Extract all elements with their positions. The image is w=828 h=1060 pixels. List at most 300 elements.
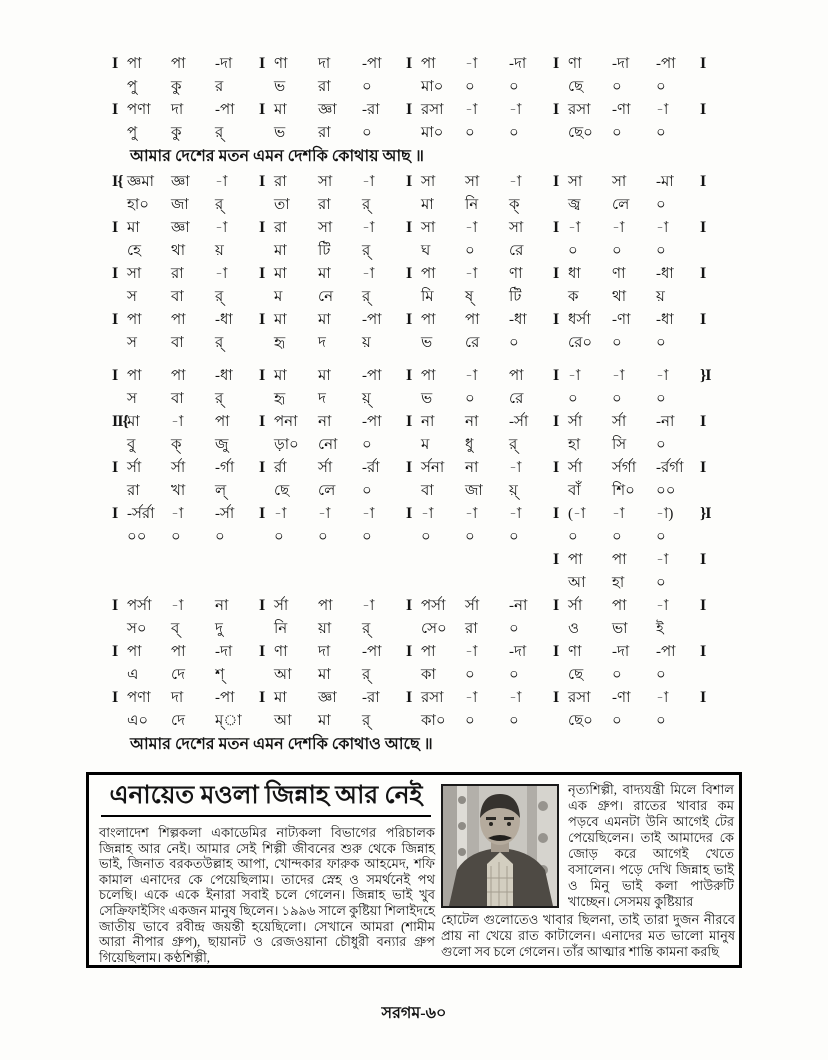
lyric-syllable: জা [465,483,483,499]
bar-line: I [553,413,559,430]
notation-note: পা [127,312,142,328]
notation-note: -া [171,506,184,522]
lyric-syllable: ০ [465,125,475,141]
notation-row [112,100,726,123]
notation-row [112,504,726,527]
bar-line: I [406,265,412,282]
notation-note: না [215,598,229,614]
notation-note: মা [274,368,287,384]
bar-line: I [553,265,559,282]
lyric-syllable: র্ [215,197,224,213]
bar-line: I [553,597,559,614]
notation-note: ধর্সা [568,312,591,328]
notation-note: -া [215,220,228,236]
notation-note: র্সা [127,460,142,476]
lyric-syllable: দ [318,335,326,351]
lyric-syllable: ০ [568,243,578,259]
bar-line: I [259,689,265,706]
lyric-syllable: ০ [656,243,666,259]
lyric-syllable: ০ [656,125,666,141]
notation-note: ণা [509,266,523,282]
bar-line: I [553,367,559,384]
notation-note: -া [171,598,184,614]
lyric-syllable: ০ [509,79,519,95]
bar-line: I [406,643,412,660]
bar-line: I [259,413,265,430]
lyric-row [112,527,726,550]
notation-note: -া [656,220,669,236]
notation-note: -মা [656,174,674,190]
lyric-syllable: র্ [215,335,224,351]
notation-note: -া) [656,506,674,522]
notation-note: -া [656,368,669,384]
bar-line: I [259,643,265,660]
notation-note: -া [465,56,478,72]
notation-note: -া [509,102,522,118]
notation-note: র্সা [568,414,583,430]
notation-note: র্সা [274,598,289,614]
lyric-syllable: র্ [215,289,224,305]
notation-note: -পা [362,414,382,430]
notation-note: দা [318,644,331,660]
notation-note: র্সা [568,460,583,476]
bar-line: I [259,101,265,118]
article-right-column: নৃত্যশিল্পী, বাদ্যযন্ত্রী মিলে বিশাল এক গ্রুপ। রাতের খাবার কম পড়বে এমনটা উনি আগেই টের পেয়েছিলেন। তাই আমাদের কে জোড় করে আগেই খেতে বসালেন। পড়ে দেখি জিন্নাহ ভাই ও মিনু ভাই কলা পাউরুটি খাচ্ছেন। সেসময় কুষ্টিয়ার [568,782,734,909]
bar-line: I [700,101,706,118]
bar-line: I [700,173,706,190]
lyric-syllable: মা [421,197,434,213]
lyric-syllable: ছে [568,79,584,95]
bar-line: I [406,413,412,430]
lyric-syllable: দে [171,713,185,729]
notation-note: না [421,414,435,430]
bar-line: I [112,265,118,282]
notation-note: -না [656,414,675,430]
notation-note: -া [421,506,434,522]
notation-note: -দা [509,644,527,660]
notation-note: -া [215,266,228,282]
lyric-syllable: এ [127,667,139,683]
bar-line: I [553,173,559,190]
bar-line: I [553,219,559,236]
notation-note: -পা [362,312,382,328]
lyric-syllable: রে [465,335,480,351]
lyric-syllable: রে [509,391,524,407]
lyric-syllable: ০ [656,575,666,591]
article-left-column: বাংলাদেশ শিল্পকলা একাডেমির নাট্যকলা বিভাগের পরিচালক জিন্নাহ আর নেই। আমার সেই শিল্পী জীবনের শুরু থেকে জিন্নাহ ভাই, জিনাত বরকতউল্লাহ আপা, খোন্দকার ফারুক আহমেদ, শফি কামাল এনাদের কে পেয়েছিলাম। তাদের স্নেহ ও সমর্থনেই পথ চলেছি। একে একে ইনারা সবাই চলে গেলেন। জিন্নাহ ভাই খুব সেক্রিফাইসিং একজন মানুষ ছিলেন। ১৯৯৬ সালে কুষ্টিয়া শিলাইদহে জাতীয় ভাবে রবীন্দ্র জয়ন্তী হয়েছিলো। সেখানে আমরা (শামীম আরা নীপার গ্রুপ), ছায়ানট ও রেজওয়ানা চৌধুরী বন্যার গ্রুপ গিয়েছিলাম। কণ্ঠশিল্পী, [99,825,435,965]
lyric-syllable: ০ [612,667,622,683]
notation-note: -রা [362,102,380,118]
lyric-syllable: কা০ [421,713,446,729]
lyric-syllable: ০০ [127,529,147,545]
notation-note: -া [465,644,478,660]
lyric-syllable: ০ [612,79,622,95]
notation-note: -া [465,506,478,522]
lyric-syllable: থা [612,289,627,305]
notation-note: -া [509,506,522,522]
article-headline: এনায়েত মওলা জিন্নাহ আর নেই [101,779,431,817]
notation-note: -া [318,506,331,522]
bar-line: I [259,55,265,72]
bar-line: II{ [112,413,128,430]
lyric-syllable: ম্া [215,713,242,729]
notation-row [112,550,726,573]
notation-note: জ্ঞমা [127,174,155,190]
bar-line: I [700,459,706,476]
notation-note: -দা [215,644,233,660]
lyric-syllable: পু [127,79,138,95]
lyric-syllable: দে [171,667,185,683]
bar-line: I [112,367,118,384]
notation-note: -া [171,414,184,430]
notation-note: রা [274,174,287,190]
lyric-syllable: ০ [362,125,372,141]
notation-note: না [465,460,479,476]
notation-note: -া [362,220,375,236]
notation-note: -া [568,368,581,384]
notation-note: -ণা [612,102,631,118]
bar-line: I [112,219,118,236]
notation-note: -া [465,368,478,384]
notation-row [112,642,726,665]
lyric-syllable: ০ [656,713,666,729]
notation-note: -পা [215,690,235,706]
lyric-syllable: ০ [656,529,666,545]
notation-note: পা [171,312,186,328]
lyric-syllable: ০ [465,713,475,729]
bar-line: I [700,311,706,328]
lyric-syllable: নে [318,289,334,305]
notation-note: মা [318,368,331,384]
notation-note: রসা [568,690,591,706]
notation-note: জ্ঞা [171,174,190,190]
lyric-syllable: রা [318,125,331,141]
lyric-syllable: রে [509,243,524,259]
notation-note: মা [318,266,331,282]
bar-line: I [406,505,412,522]
notation-note: রসা [421,102,444,118]
lyric-syllable: য়্ [362,391,371,407]
lyric-syllable: মা০ [421,125,444,141]
notation-note: -পা [656,56,676,72]
lyric-syllable: শ্ [215,667,225,683]
notation-note: -ধা [656,312,674,328]
notation-note: -া [465,102,478,118]
notation-note: না [465,414,479,430]
lyric-row [112,287,726,310]
lyric-syllable: ম [274,289,283,305]
lyric-syllable: ০ [612,335,622,351]
lyric-syllable: নো [318,437,338,453]
lyric-syllable: স০ [127,621,147,637]
notation-note: পণা [127,102,151,118]
lyric-syllable: ০ [509,667,519,683]
lyric-syllable: ০ [656,335,666,351]
lyric-syllable: ল্ [215,483,227,499]
lyric-syllable: ভ [421,391,433,407]
lyric-syllable: র্ [362,243,371,259]
lyric-syllable: বা [421,483,434,499]
notation-note: ণা [568,56,582,72]
bar-line: I [112,505,118,522]
lyric-syllable: ০ [656,437,666,453]
lyric-syllable: রে০ [568,335,593,351]
bar-line: I [406,367,412,384]
bar-line: I [406,55,412,72]
notation-note: -র্রর্গা [656,460,684,476]
notation-note: পা [171,56,186,72]
lyric-syllable: হে [127,243,141,259]
notation-note: -া [612,506,625,522]
bar-line: I [112,459,118,476]
bar-line: I [553,459,559,476]
notation-row [112,688,726,711]
notation-note: সা [465,174,480,190]
notation-row [112,310,726,333]
notation-row [112,264,726,287]
bar-line: I [112,101,118,118]
lyric-syllable: ভ [274,79,286,95]
bar-line: I [700,551,706,568]
lyric-syllable: কু [171,125,182,141]
notation-note: পা [318,598,333,614]
notation-note: -া [362,506,375,522]
lyric-row [112,389,726,412]
lyric-syllable: ক [568,289,579,305]
lyric-syllable: ০ [568,529,578,545]
notation-note: পা [421,644,436,660]
lyric-syllable: ব্ [171,621,180,637]
notation-note: -রা [362,690,380,706]
bar-line: I [553,101,559,118]
lyric-syllable: র্ [509,437,518,453]
notation-note: পা [509,368,524,384]
bar-line: I [112,689,118,706]
lyric-syllable: ভা [612,621,628,637]
lyric-syllable: ক্ [509,197,520,213]
notation-note: সা [509,220,524,236]
lyric-syllable: সে০ [421,621,447,637]
notation-note: ণা [274,644,288,660]
lyric-syllable: হৃ [274,335,286,351]
notation-row [112,458,726,481]
lyric-syllable: ০০ [656,483,676,499]
notation-note: -পা [215,102,235,118]
notation-note: পা [568,552,583,568]
notation-note: র্সা [318,460,333,476]
lyric-syllable: দ [318,391,326,407]
notation-note: -পা [362,56,382,72]
notation-note: মা [274,102,287,118]
notation-row [112,54,726,77]
notation-note: -া [274,506,287,522]
notation-note: -া [656,598,669,614]
bar-line: I [406,689,412,706]
notation-note: জ্ঞা [318,102,337,118]
lyric-syllable: ভ [274,125,286,141]
lyric-syllable: ০ [656,79,666,95]
bar-line: I [112,311,118,328]
lyric-syllable: ও [568,621,580,637]
lyric-syllable: আ [274,667,292,683]
lyric-syllable: আ [568,575,586,591]
portrait-photo-illustration [443,786,557,906]
notation-note: -র্গা [215,460,235,476]
notation-note: -া [465,266,478,282]
lyric-row [112,711,726,734]
lyric-syllable: হৃ [274,391,286,407]
bar-line: I [259,173,265,190]
lyric-syllable: বা [171,289,184,305]
notation-note: র্সা [612,414,627,430]
lyric-row [112,573,726,596]
notation-note: পা [215,414,230,430]
lyric-syllable: ঘ [421,243,431,259]
bar-line: I [700,265,706,282]
notation-note: -া [465,220,478,236]
lyric-syllable: নি [465,197,479,213]
article-bottom-paragraph: হোটেল গুলোতেও খাবার ছিলনা, তাই তারা দুজন নীরবে প্রায় না খেয়ে রাত কাটালেন। এনাদের মত ভালো মানুষ গুলো সব চলে গেলেন। তাঁর আত্মার শান্তি কামনা করছি [441,912,735,959]
notation-note: -র্সর্রা [127,506,155,522]
notation-note: সা [612,174,627,190]
lyric-row [112,481,726,504]
notation-note: -পা [656,644,676,660]
notation-note: সা [127,266,142,282]
notation-note: -া [612,220,625,236]
lyric-syllable: ০ [612,125,622,141]
lyric-syllable: ড়া০ [274,437,299,453]
notation-note: -ধা [656,266,674,282]
bar-line: I [259,597,265,614]
lyric-syllable: র্ [362,667,371,683]
stanza-caption: আমার দেশের মতন এমন দেশকি কোথায় আছ ॥ [130,148,424,165]
notation-area [112,54,726,760]
notation-note: -া [509,174,522,190]
lyric-syllable: পু [127,125,138,141]
notation-note: ণা [612,266,626,282]
notation-row [112,596,726,619]
notation-note: -া [568,220,581,236]
lyric-syllable: মা [318,713,331,729]
stanza-caption: আমার দেশের মতন এমন দেশকি কোথাও আছে ॥ [130,736,433,753]
bar-line: I [700,689,706,706]
notation-note: র্সর্গা [612,460,637,476]
lyric-syllable: ০ [509,529,519,545]
notation-note: -ণা [612,312,631,328]
lyric-syllable: কু [171,79,182,95]
lyric-syllable: লে [318,483,336,499]
notation-note: জ্ঞা [318,690,337,706]
lyric-syllable: ছে [274,483,290,499]
lyric-syllable: ০ [656,197,666,213]
lyric-syllable: র্ [362,289,371,305]
notation-note: পর্সা [127,598,152,614]
notation-note: (-া [568,506,586,522]
bar-line: I [553,311,559,328]
lyric-syllable: ০ [612,529,622,545]
lyric-syllable: ছে [568,667,584,683]
lyric-syllable: ০ [612,391,622,407]
lyric-syllable: রা [127,483,140,499]
notation-note: পা [465,312,480,328]
bar-line: I{ [112,173,123,190]
lyric-syllable: ধু [465,437,474,453]
notation-note: রসা [568,102,591,118]
bar-line: I [553,55,559,72]
lyric-syllable: রা [318,197,331,213]
obituary-article-box [86,772,742,968]
notation-note: র্সনা [421,460,445,476]
bar-line: I [259,265,265,282]
portrait-photo [441,784,559,908]
lyric-syllable: ০ [509,125,519,141]
page-number-footer: সরগম-৬০ [381,1005,447,1022]
lyric-syllable: ০ [421,529,431,545]
lyric-row [112,123,726,146]
bar-line: I [112,597,118,614]
lyric-syllable: শি০ [612,483,635,499]
notation-note: ণা [568,644,582,660]
notation-note: -া [509,460,522,476]
notation-note: -ধা [215,312,233,328]
lyric-syllable: জু [215,437,229,453]
notation-note: পা [421,266,436,282]
bar-line: I [259,219,265,236]
lyric-syllable: র্ [362,621,371,637]
lyric-syllable: ষ্ [465,289,474,305]
notation-note: দা [318,56,331,72]
notation-note: পর্সা [421,598,446,614]
bar-line: I [700,597,706,614]
lyric-syllable: আ [274,713,292,729]
lyric-syllable: হা০ [127,197,149,213]
bar-line: I [112,643,118,660]
lyric-syllable: ০ [612,243,622,259]
lyric-syllable: য় [362,335,371,351]
lyric-syllable: তা [274,197,290,213]
notation-note: -দা [612,56,630,72]
lyric-syllable: হা [568,437,581,453]
lyric-syllable: মা [318,667,331,683]
notation-note: -দা [215,56,233,72]
notation-note: -দা [612,644,630,660]
lyric-syllable: ০ [362,79,372,95]
notation-note: -পা [362,644,382,660]
lyric-syllable: লে [612,197,630,213]
lyric-syllable: র্ [215,125,224,141]
lyric-syllable: ০ [656,391,666,407]
notation-note: -া [656,690,669,706]
notation-note: -া [362,174,375,190]
notation-note: -পা [362,368,382,384]
lyric-syllable: ০ [362,483,372,499]
notation-note: -া [362,266,375,282]
lyric-syllable: য়্ [509,483,518,499]
bar-line: I [700,55,706,72]
bar-line: I [406,597,412,614]
lyric-syllable: মি [421,289,434,305]
lyric-syllable: বা [171,391,184,407]
notation-note: মা [274,312,287,328]
lyric-syllable: র [215,79,224,95]
bar-line: I [700,643,706,660]
lyric-syllable: য় [215,243,224,259]
bar-line: I [553,505,559,522]
lyric-syllable: য় [656,289,665,305]
notation-note: পা [171,644,186,660]
notation-note: -ণা [612,690,631,706]
bar-line: I [259,459,265,476]
